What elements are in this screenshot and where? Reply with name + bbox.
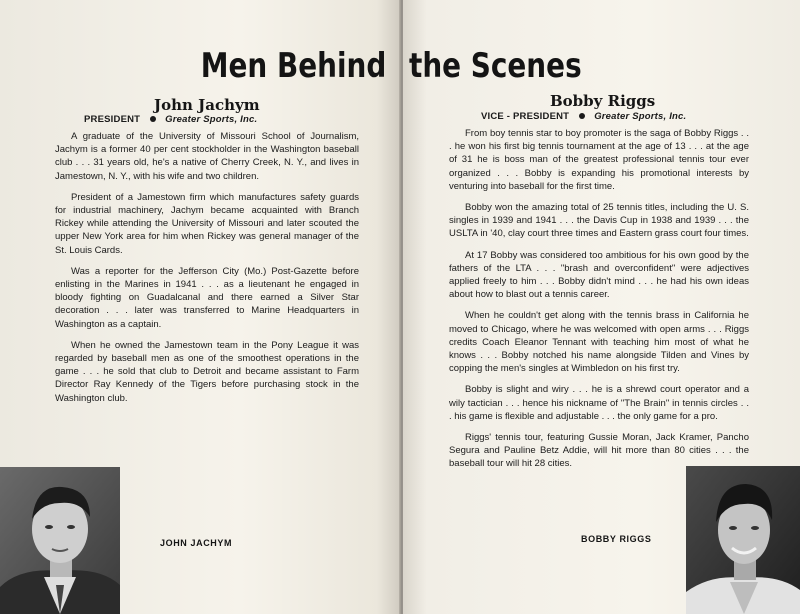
bullet-icon — [150, 116, 156, 122]
portrait-photo-jachym — [0, 467, 120, 614]
bullet-icon — [579, 113, 585, 119]
bio-paragraph: From boy tennis star to boy promoter is the saga of Bobby Riggs . . . he won his first big tennis tournament at the age of 13 . . . at the age of 31 he is boss man of the greatest professional tennis tour ever organized . . . Bobby is expanding his promotional interests by venturing into baseball for the first time. — [449, 128, 749, 192]
profile-name-riggs: Bobby Riggs — [550, 92, 656, 110]
right-page — [403, 0, 800, 614]
portrait-icon — [0, 467, 120, 614]
bio-paragraph: A graduate of the University of Missouri School of Journalism, Jachym is a former 40 per cent stockholder in the Washington baseball club . . . 31 years old, he's a native of Cherry Creek, N. Y., and lives in Jamestown, N. Y., with his wife and two children. — [55, 131, 359, 182]
page-title-left: Men Behind — [200, 46, 386, 86]
bio-paragraph: President of a Jamestown firm which manufactures safety guards for industrial machinery, Jachym became acquainted with Branch Rickey while attending the University of Missouri and later scouted the upper New York area for him when Rickey was general manager of the St. Louis Cards. — [55, 191, 359, 256]
role-title: PRESIDENT — [84, 114, 141, 125]
bio-paragraph: When he couldn't get along with the tennis brass in California he moved to Chicago, where he was welcomed with open arms . . . Riggs credits Coach Eleanor Tennant with teaching him most of what he knows . . . Bobby notched his name alongside Tilden and Vines by copping the men's singles at Wimbledon on his first try. — [449, 310, 749, 375]
role-company: Greater Sports, Inc. — [594, 111, 687, 122]
bio-paragraph: At 17 Bobby was considered too ambitious for his own good by the fathers of the LTA . . . "brash and overconfident" were adjectives applied freely to him . . . Bobby didn't mind . . . he had his own ideas about how to blast out a tennis career. — [449, 249, 749, 301]
profile-name-jachym: John Jachym — [154, 96, 260, 114]
profile-bio-jachym — [55, 130, 359, 413]
photo-caption-riggs: BOBBY RIGGS — [581, 534, 652, 544]
bio-paragraph: Was a reporter for the Jefferson City (Mo.) Post-Gazette before enlisting in the Marines in 1941 . . . as a lieutenant he engaged in bloody fighting on Guadalcanal and there earned a Silver Star decoration . . . later was transferred to Marine Headquarters in Washington as a captain. — [55, 265, 359, 330]
portrait-photo-riggs — [686, 466, 800, 614]
portrait-icon — [686, 466, 800, 614]
bio-paragraph: When he owned the Jamestown team in the Pony League it was regarded by baseball men as one of the smoothest operations in the game . . . he sold that club to Detroit and became assistant to Farm Director Ray Kennedy of the Tigers before purchasing stock in the Washington club. — [55, 339, 359, 404]
role-title: VICE - PRESIDENT — [481, 111, 570, 122]
profile-bio-riggs — [449, 127, 749, 479]
bio-paragraph: Riggs' tennis tour, featuring Gussie Moran, Jack Kramer, Pancho Segura and Pauline Betz Addie, will hit more than 80 cities . . . the baseball tour will hit 28 cities. — [449, 432, 749, 470]
bio-paragraph: Bobby is slight and wiry . . . he is a shrewd court operator and a wily tactician . . . hence his nickname of "The Brain" in tennis circles . . . his game is flexible and adjustable . . . the only game for a pro. — [449, 384, 749, 422]
photo-caption-jachym: JOHN JACHYM — [160, 538, 233, 548]
profile-role-jachym — [84, 114, 257, 125]
bio-paragraph: Bobby won the amazing total of 25 tennis titles, including the U. S. singles in 1939 and 1941 . . . the Davis Cup in 1938 and 1939 . . . the USLTA in '40, clay court three times and Eastern grass court four times. — [449, 202, 749, 240]
role-company: Greater Sports, Inc. — [165, 114, 258, 125]
page-title-right: the Scenes — [409, 46, 582, 86]
profile-role-riggs — [481, 111, 686, 122]
